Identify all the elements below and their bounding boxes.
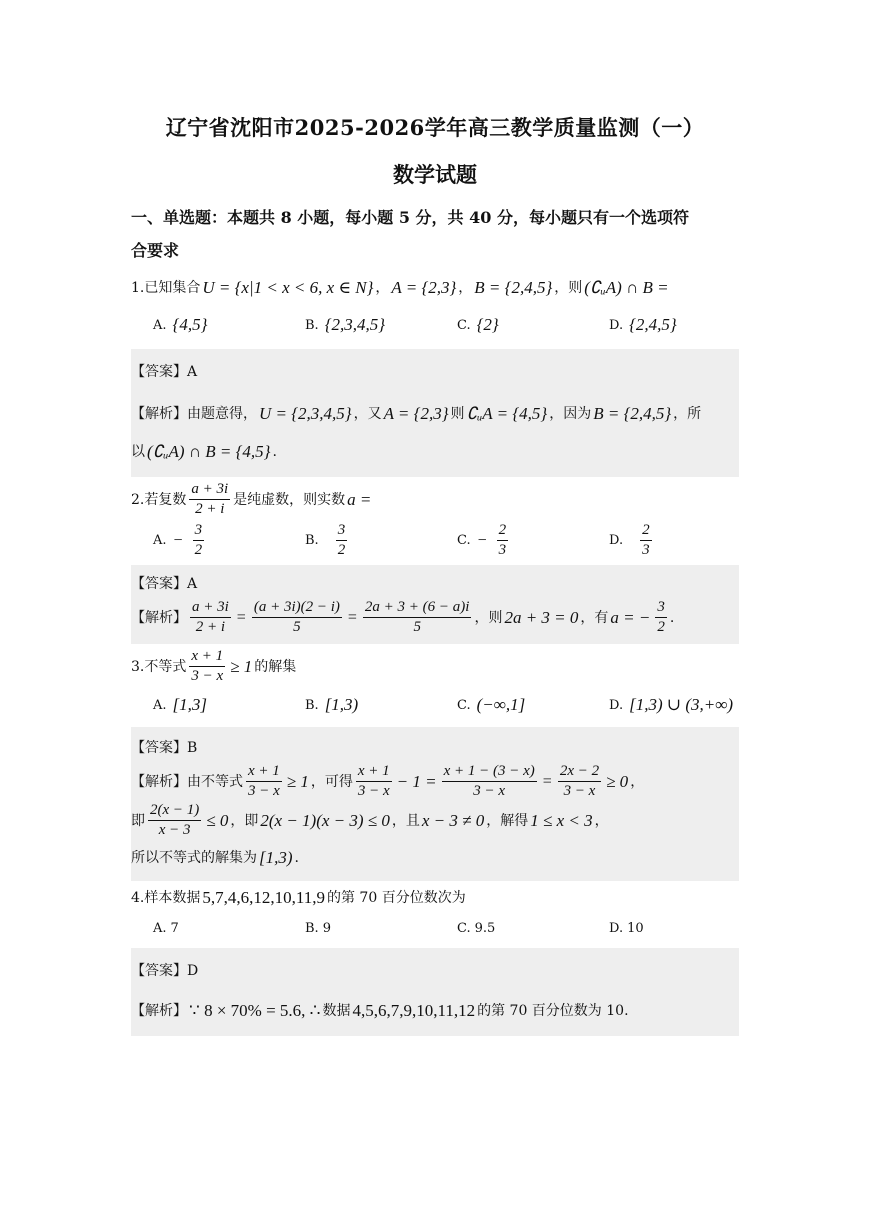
q2-option-a[interactable] <box>131 522 305 559</box>
fraction-denominator: 2 + i <box>195 501 225 517</box>
q2-prefix: 2.若复数 <box>131 491 187 508</box>
q2-ex-fraction <box>190 599 231 636</box>
fraction-numerator: x + 1 <box>246 763 282 782</box>
option-label: A. <box>153 921 167 936</box>
fraction-denominator: 3 <box>642 542 650 558</box>
fraction-denominator: 2 <box>337 542 346 558</box>
option-value: 10 <box>627 921 644 936</box>
q4-answer-box <box>131 948 739 1036</box>
q3-option-c[interactable] <box>457 695 609 715</box>
fraction-numerator: 2a + 3 + (6 − a)i <box>363 599 472 618</box>
option-value: [1,3) <box>324 695 359 714</box>
q1-ex-math: B = {2,4,5} <box>593 404 672 423</box>
q2-ex-math: a = − <box>610 607 651 627</box>
q1-ex-text: . <box>272 444 277 460</box>
option-fraction <box>336 522 348 559</box>
option-value: [1,3] <box>172 695 208 714</box>
option-value: 9 <box>322 921 331 936</box>
option-value: 9.5 <box>474 921 496 936</box>
q3-ex-math: [1,3) <box>259 848 293 867</box>
q2-explanation: 【解析】 $\frac{a + 3i}{2 + i}$ = $\frac{(a + 3i)(2 - i)}{5}$ = $\frac{2a + 3 + (6 - a)i}{5}$ ，则 2a + 3 = 0 ，有 a = − $\frac{3}{2}$ . <box>131 599 675 635</box>
q1-option-a[interactable] <box>131 315 305 335</box>
q3-explanation-line2 <box>131 802 739 839</box>
fraction-denominator: 3 − x <box>563 783 596 799</box>
option-label: B. <box>305 317 319 333</box>
q4-option-c[interactable] <box>457 921 609 936</box>
q3-answer-box <box>131 727 739 881</box>
q4-data: 5,7,4,6,12,10,11,9 <box>202 888 325 907</box>
q2-ex-text: ，有 <box>580 609 609 626</box>
option-label: C. <box>457 921 471 936</box>
fraction-denominator: 2 + i <box>195 619 226 635</box>
q3-ex-fraction <box>246 763 282 800</box>
fraction-numerator: x + 1 <box>356 763 392 782</box>
q2-ex-fraction <box>655 599 667 636</box>
q3-ex-text: ，解得 <box>486 812 529 829</box>
option-sign: − <box>477 531 487 549</box>
q1-ask-expr: (∁ᵤA) ∩ B = <box>584 278 669 297</box>
option-label: B. <box>305 697 319 713</box>
q1-set-a: A = {2,3} <box>391 278 457 297</box>
q3-ex-math: = <box>542 772 552 790</box>
q1-options <box>131 315 739 335</box>
q3-ex-math: ≥ 0 <box>606 771 629 791</box>
option-label: D. <box>609 317 624 333</box>
q3-ex-math: ≥ 1 <box>286 771 309 791</box>
question-2-stem <box>131 481 739 518</box>
option-label: B. <box>305 533 319 548</box>
q1-set-b: B = {2,4,5} <box>474 278 553 297</box>
fraction-numerator: a + 3i <box>190 599 231 618</box>
q1-answer: A <box>187 364 198 380</box>
q3-ex-text: 所以不等式的解集为 <box>131 850 257 866</box>
q4-option-a[interactable] <box>131 921 305 936</box>
q4-option-d[interactable] <box>609 921 644 936</box>
q3-option-d[interactable] <box>609 695 735 715</box>
answer-label: 【答案】 <box>131 963 187 979</box>
q1-ex-math: U = {2,3,4,5} <box>259 404 352 423</box>
q1-ex-text: 以 <box>131 444 145 460</box>
fraction-numerator: x + 1 <box>189 648 225 667</box>
fraction-numerator: 2 <box>497 522 509 541</box>
q1-answer-box <box>131 349 739 477</box>
option-label: A. <box>153 697 167 713</box>
q3-ex-text: ，且 <box>391 812 420 829</box>
q3-prefix: 3.不等式 <box>131 658 187 675</box>
fraction-denominator: 3 − x <box>473 783 506 799</box>
q3-ex-text: ，可得 <box>310 773 353 790</box>
fraction-numerator: 2(x − 1) <box>148 802 201 821</box>
section-heading-line1: 一、单选题：本题共 8 小题，每小题 5 分，共 40 分，每小题只有一个选项符 <box>131 208 689 227</box>
q3-ex-text: ， <box>594 812 609 829</box>
exam-title: 辽宁省沈阳市2025-2026学年高三教学质量监测（一） <box>165 115 705 140</box>
q3-inequality: ≥ 1 <box>230 656 253 676</box>
q4-options <box>131 921 739 936</box>
option-label: D. <box>609 533 624 548</box>
q1-ex-text: ，因为 <box>549 406 592 422</box>
section-heading-line2: 合要求 <box>131 241 180 260</box>
fraction-numerator: 3 <box>655 599 667 618</box>
q3-ex-text: ， <box>630 773 645 790</box>
q3-ex-text: 即 <box>131 812 145 829</box>
q3-answer-line <box>131 735 739 761</box>
fraction-denominator: 3 <box>498 542 507 558</box>
answer-label: 【答案】 <box>131 740 187 756</box>
q2-suffix: 是纯虚数，则实数 <box>233 491 346 508</box>
fraction-denominator: 2 <box>194 542 203 558</box>
q3-explanation-line1 <box>131 763 739 800</box>
fraction-numerator: 3 <box>193 522 205 541</box>
fraction-numerator: a + 3i <box>189 481 230 500</box>
q1-prefix: 1.已知集合 <box>131 280 201 296</box>
question-1-stem: 1.已知集合 U = {x|1 < x < 6, x ∈ N} ， A = {2,3} ， B = {2,4,5} ，则 (∁ᵤA) ∩ B = <box>131 278 669 297</box>
q1-ex-text: ，所 <box>673 406 702 422</box>
option-fraction <box>497 522 509 559</box>
q1-explanation-line2 <box>131 437 739 467</box>
q3-ex-fraction <box>356 763 392 800</box>
option-value: (−∞,1] <box>476 695 526 714</box>
option-value: {4,5} <box>172 315 208 334</box>
q2-ex-text: ，则 <box>474 609 503 626</box>
q4-ex-math: ∵ 8 × 70% = 5.6, ∴ <box>189 1001 321 1020</box>
q1-explanation-line1 <box>131 399 739 429</box>
q3-ex-text: . <box>294 850 299 866</box>
fraction-numerator: 2x − 2 <box>558 763 601 782</box>
q4-ex-math: 4,5,6,7,9,10,11,12 <box>352 1001 476 1020</box>
analysis-label: 【解析】 <box>131 1003 187 1019</box>
q3-options <box>131 695 739 715</box>
fraction-denominator: 3 − x <box>191 668 224 684</box>
q3-suffix: 的解集 <box>254 658 297 675</box>
q3-ex-fraction <box>558 763 601 800</box>
fraction-denominator: 2 <box>657 619 665 635</box>
fraction-numerator: x + 1 − (3 − x) <box>442 763 537 782</box>
answer-label: 【答案】 <box>131 364 187 380</box>
q2-option-c[interactable] <box>457 522 609 559</box>
q2-options <box>131 522 739 559</box>
q1-ex-math: (∁ᵤA) ∩ B = {4,5} <box>147 442 271 461</box>
option-label: C. <box>457 697 471 713</box>
q4-suffix: 的第 70 百分位数次为 <box>326 890 466 906</box>
option-label: C. <box>457 533 471 548</box>
analysis-label: 【解析】 <box>131 406 187 422</box>
q3-ex-fraction <box>442 763 537 800</box>
option-label: B. <box>305 921 319 936</box>
q2-option-d[interactable] <box>609 522 655 559</box>
q1-ex-math: A = {2,3} <box>383 404 449 423</box>
option-fraction <box>193 522 205 559</box>
q4-answer-line <box>131 956 739 986</box>
option-sign: − <box>173 531 183 549</box>
q3-option-a[interactable] <box>131 695 305 715</box>
q1-ex-math: ∁ᵤA = {4,5} <box>466 404 548 423</box>
exam-subtitle: 数学试题 <box>393 162 477 187</box>
q2-ex-text: . <box>669 609 675 626</box>
q2-ex-math: 2a + 3 = 0 <box>504 607 579 627</box>
fraction-denominator: 5 <box>293 619 301 635</box>
option-value: {2,4,5} <box>629 315 677 334</box>
q3-ex-math: 2(x − 1)(x − 3) ≤ 0 <box>260 810 390 830</box>
analysis-label: 【解析】 <box>131 609 187 626</box>
q4-prefix: 4.样本数据 <box>131 890 201 906</box>
option-label: D. <box>609 697 624 713</box>
q2-answer-box <box>131 565 739 644</box>
q1-ask-text: ，则 <box>554 280 583 296</box>
q2-answer-line <box>131 571 739 597</box>
fraction-denominator: x − 3 <box>158 822 191 838</box>
q2-var: a = <box>347 489 372 509</box>
q2-option-b[interactable] <box>305 522 457 559</box>
fraction-numerator: 3 <box>336 522 348 541</box>
q1-option-b[interactable] <box>305 315 457 335</box>
q2-fraction <box>189 481 230 518</box>
q3-ex-math: − 1 = <box>396 771 437 791</box>
q3-option-b[interactable] <box>305 695 457 715</box>
q3-explanation-line3 <box>131 843 739 873</box>
q1-set-u: U = {x|1 < x < 6, x ∈ N} <box>202 278 374 297</box>
option-label: C. <box>457 317 471 333</box>
q3-ex-text: ，即 <box>230 812 259 829</box>
fraction-denominator: 3 − x <box>357 783 390 799</box>
q4-answer: D <box>187 963 199 979</box>
q1-ex-text: 由题意得， <box>187 406 257 422</box>
q1-option-c[interactable] <box>457 315 609 335</box>
q3-ex-text: 由不等式 <box>187 773 243 790</box>
q4-explanation <box>131 996 739 1026</box>
fraction-numerator: 2 <box>640 522 652 541</box>
q1-ex-text: ，又 <box>353 406 382 422</box>
section-heading <box>131 201 739 267</box>
option-value: [1,3) ∪ (3,+∞) <box>629 695 734 714</box>
q2-ex-fraction <box>252 599 342 636</box>
fraction-denominator: 3 − x <box>248 783 280 799</box>
fraction-denominator: 5 <box>413 619 421 635</box>
q4-ex-text: 数据 <box>322 1003 351 1019</box>
q4-ex-text: 的第 70 百分位数为 10. <box>477 1003 629 1019</box>
option-label: A. <box>153 317 167 333</box>
option-value: {2} <box>476 315 499 334</box>
q3-ex-math: 1 ≤ x < 3 <box>530 810 593 830</box>
exam-page <box>131 108 739 1036</box>
option-value: {2,3,4,5} <box>324 315 386 334</box>
q2-answer: A <box>187 576 198 592</box>
q1-ex-text: 则 <box>450 406 465 422</box>
option-label: D. <box>609 921 624 936</box>
fraction-numerator: (a + 3i)(2 − i) <box>252 599 342 618</box>
option-value: 7 <box>170 921 179 936</box>
q3-ex-math: x − 3 ≠ 0 <box>421 810 485 830</box>
q3-fraction <box>189 648 225 685</box>
q4-option-b[interactable] <box>305 921 457 936</box>
q2-ex-fraction <box>363 599 472 636</box>
option-label: A. <box>153 533 167 548</box>
answer-label: 【答案】 <box>131 576 187 592</box>
question-4-stem <box>131 887 739 909</box>
q3-answer: B <box>187 740 198 756</box>
q1-option-d[interactable] <box>609 315 679 335</box>
option-fraction <box>640 522 652 559</box>
q3-ex-fraction <box>148 802 201 839</box>
q1-answer-line <box>131 357 739 387</box>
question-3-stem <box>131 648 739 685</box>
analysis-label: 【解析】 <box>131 773 187 790</box>
q3-ex-math: ≤ 0 <box>206 810 229 830</box>
